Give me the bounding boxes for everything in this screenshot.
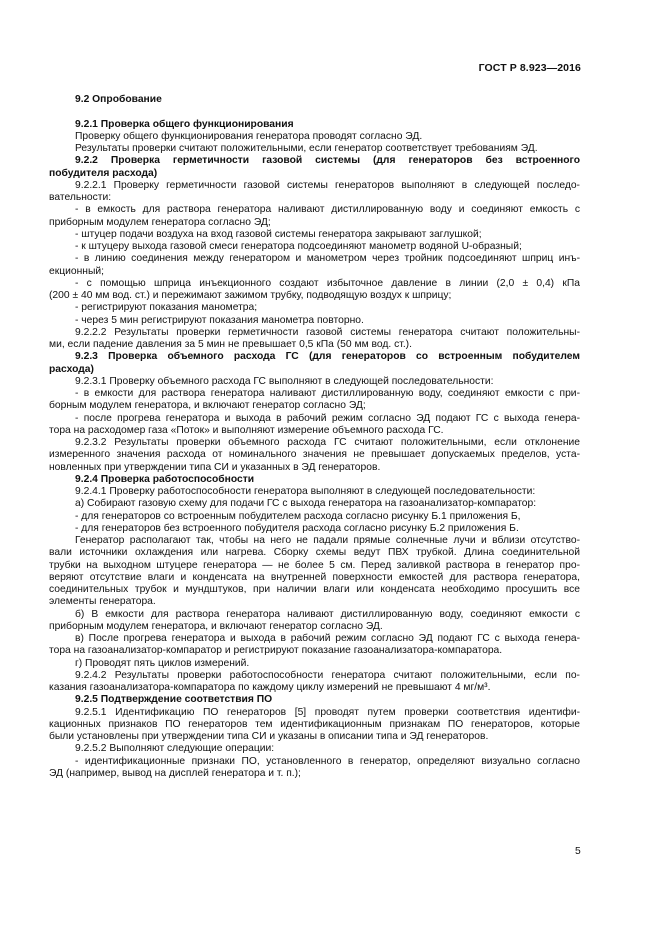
text-line: - в линию соединения между генератором и манометром через тройник подсоединяют шприц инъ- [75, 253, 580, 265]
text-line: - через 5 мин регистрируют показания манометра повторно. [75, 314, 364, 326]
text-line: - к штуцеру выхода газовой смеси генератора подсоединяют манометр водяной U-образный; [75, 241, 522, 252]
page-number: 5 [575, 846, 581, 857]
text-line: екционный; [49, 265, 104, 277]
text-line: соединительных трубок и мундштуков, при наличии влаги или конденсата необходимо просушить все [49, 584, 580, 595]
text-line: тора на газоанализатор-компаратор и регистрируют показание газоанализатора-компаратора. [49, 645, 503, 657]
text-line: (200 ± 40 мм вод. ст.) и пережимают зажимом трубку, подводящую воздух к шприцу; [49, 290, 452, 301]
text-line: 9.2.5.1 Идентификацию ПО генераторов [5] проводят путем проверки соответствия идентифи- [75, 706, 580, 718]
text-line: б) В емкости для раствора генератора наливают дистиллированную воду, соединяют емкости с [75, 608, 580, 620]
text-line: были установлены при утверждении типа СИ и указаны в описании типа и ЭД генераторов. [49, 731, 489, 742]
document-body [49, 94, 580, 780]
text-line: трубки на выходном штуцере генератора — не более 5 см. Перед заливкой раствора в генератор про- [49, 559, 580, 571]
text-line: г) Проводят пять циклов измерений. [75, 657, 250, 669]
text-line: 9.2.2.1 Проверку герметичности газовой системы генераторов выполняют в следующей последо- [75, 179, 580, 191]
text-line: - с помощью шприца инъекционного создают избыточное давление в линии (2,0 ± 0,4) кПа [75, 277, 580, 289]
text-line: - идентификационные признаки ПО, установленного в генератор, определяют визуально согласно [75, 755, 580, 767]
section-heading-line: 9.2.1 Проверка общего функционирования [75, 118, 294, 130]
text-line: тора на расходомер газа «Поток» и выполняют измерение объемного расхода ГС. [49, 424, 444, 436]
text-line: - для генераторов без встроенного побудителя расхода согласно рисунку Б.2 приложения Б. [75, 522, 519, 534]
text-line: а) Собирают газовую схему для подачи ГС с выхода генератора на газоанализатор-компаратор: [75, 498, 537, 510]
text-line: Проверку общего функционирования генератора проводят согласно ЭД. [75, 130, 423, 142]
text-line: вательности: [49, 192, 112, 203]
text-line: кационных признаков ПО генераторов тем идентификационным признакам ПО генераторов, которые [49, 718, 580, 730]
text-line: элементы генератора. [49, 596, 156, 608]
section-heading-line: 9.2 Опробование [75, 94, 162, 105]
section-heading-line: расхода) [49, 363, 94, 375]
text-line: приборным модулем генератора согласно ЭД; [49, 216, 271, 228]
text-line: - после прогрева генератора и выхода в рабочий режим согласно ЭД подают ГС с выхода генера- [75, 412, 580, 424]
text-line: - в емкости для раствора генератора наливают дистиллированную воду, соединяют емкости с при- [75, 388, 580, 399]
text-line: ми, если падение давления за 5 мин не превышает 0,5 кПа (50 мм вод. ст.). [49, 339, 412, 350]
text-line [49, 106, 580, 118]
text-line: ЭД (например, вывод на дисплей генератора и т. п.); [49, 767, 301, 779]
text-line: - регистрируют показания манометра; [75, 302, 258, 314]
text-line: веряют отсутствие влаги и конденсата на внутренней поверхности емкостей для раствора генератора, [49, 571, 580, 583]
text-line: вали источники охлаждения или нагрева. Сборку схемы ведут ПВХ трубкой. Длина соединительной [49, 547, 580, 559]
text-line: - в емкость для раствора генератора наливают дистиллированную воду и соединяют емкость с [75, 204, 580, 216]
text-line: новленных при утверждении типа СИ и указанных в ЭД генераторов. [49, 461, 381, 473]
text-line: 9.2.4.1 Проверку работоспособности генератора выполняют в следующей последовательности: [75, 486, 536, 497]
text-line: 9.2.5.2 Выполняют следующие операции: [75, 743, 275, 755]
text-line: измеренного значения расхода от номинального значения не превышает допускаемых пределов, уста- [49, 449, 580, 461]
document-code-header: ГОСТ Р 8.923—2016 [478, 62, 581, 74]
text-line: - для генераторов со встроенным побудителем расхода согласно рисунку Б.1 приложения Б, [75, 510, 521, 522]
text-line: - штуцер подачи воздуха на вход газовой системы генератора закрывают заглушкой; [75, 228, 482, 240]
section-heading-line: побудителя расхода) [49, 167, 158, 179]
text-line: Генератор располагают так, чтобы на него не падали прямые солнечные лучи и вблизи отсутство- [75, 535, 580, 546]
section-heading-line: 9.2.2 Проверка герметичности газовой системы (для генераторов без встроенного [75, 155, 580, 167]
text-line: Результаты проверки считают положительными, если генератор соответствует требованиям ЭД. [75, 143, 538, 154]
text-line: борным модулем генератора, и включают генератор согласно ЭД; [49, 400, 366, 412]
section-heading-line: 9.2.4 Проверка работоспособности [75, 473, 255, 485]
section-heading-line: 9.2.3 Проверка объемного расхода ГС (для генераторов со встроенным побудителем [75, 351, 580, 363]
text-line: приборным модулем генератора, и включают генератор согласно ЭД. [49, 620, 383, 632]
text-line: 9.2.4.2 Результаты проверки работоспособности генератора считают положительными, если по- [75, 669, 580, 681]
section-heading-line: 9.2.5 Подтверждение соответствия ПО [75, 694, 273, 706]
text-line: в) После прогрева генератора и выхода в рабочий режим согласно ЭД подают ГС с выхода генера- [75, 633, 580, 644]
text-line: 9.2.3.1 Проверку объемного расхода ГС выполняют в следующей последовательности: [75, 375, 494, 387]
text-line: 9.2.3.2 Результаты проверки объемного расхода ГС считают положительными, если отклонение [75, 437, 580, 448]
text-line: казания газоанализатора-компаратора по каждому циклу измерений не превышают 4 мг/м³. [49, 682, 491, 693]
text-line: 9.2.2.2 Результаты проверки герметичности газовой системы генератора считают положительны- [75, 326, 580, 338]
